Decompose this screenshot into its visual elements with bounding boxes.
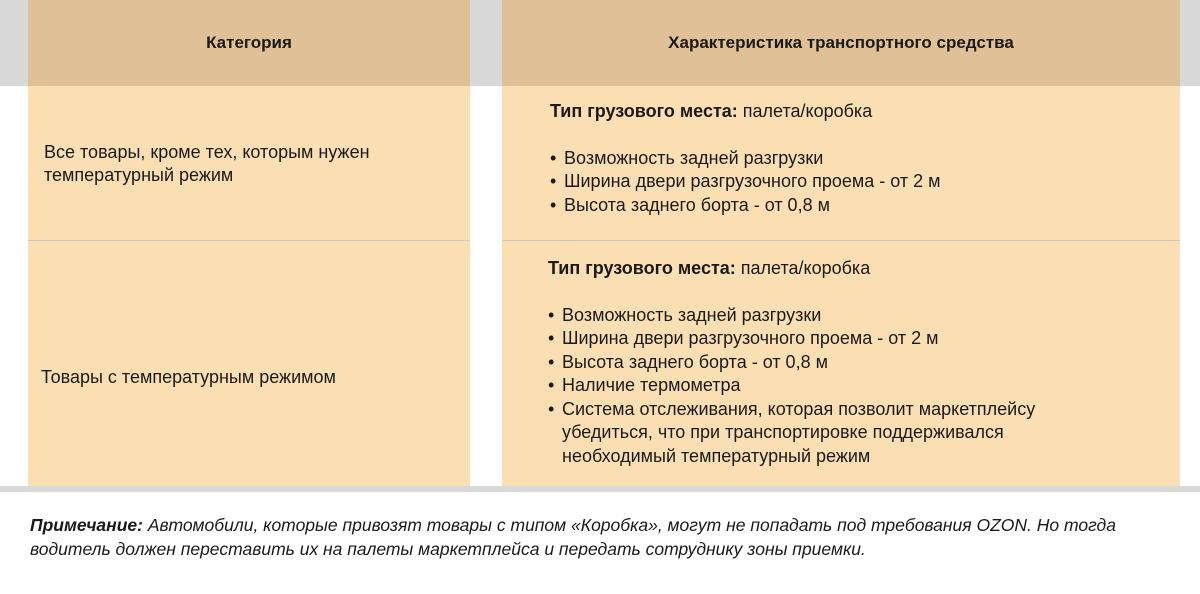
left-gray-band: [0, 0, 28, 86]
list-item: • Наличие термометра: [548, 374, 1148, 398]
header-characteristics: [502, 0, 1180, 86]
row2-cargo-label: Тип грузового места:: [548, 258, 736, 278]
footnote-text: Автомобили, которые привозят товары с типом «Коробка», могут не попадать под требования OZON. Но тогда водитель должен переставить их на палеты маркетплейса и передать сотруднику зоны приемки.: [30, 515, 1116, 559]
row1-category-text: Все товары, кроме тех, которым нужен температурный режим: [44, 142, 370, 185]
row1-cargo-value: палета/коробка: [737, 101, 873, 121]
header-category-label: Категория: [206, 33, 292, 52]
list-item: • Высота заднего борта - от 0,8 м: [550, 194, 1150, 218]
row1-cargo-label: Тип грузового места:: [550, 101, 738, 121]
list-item: • Система отслеживания, которая позволит маркетплейсу убедиться, что при транспортировке поддерживался необходимый температурный режим: [548, 398, 1122, 469]
list-item: • Высота заднего борта - от 0,8 м: [548, 351, 1148, 375]
list-item: • Возможность задней разгрузки: [548, 304, 1148, 328]
row2-category-text: Товары с температурным режимом: [41, 367, 336, 387]
row2-spec: [548, 257, 1148, 468]
footnote: [30, 513, 1180, 561]
list-item: • Возможность задней разгрузки: [550, 147, 1150, 171]
header-category: [28, 0, 470, 86]
row2-cargo-value: палета/коробка: [735, 258, 871, 278]
row2-cargo-line: [548, 257, 1148, 281]
right-gray-band: [1180, 0, 1200, 86]
row2-bullets: [548, 304, 1148, 469]
footnote-label: Примечание:: [30, 515, 143, 535]
row1-cargo-line: [550, 100, 1150, 124]
row1-spec: [550, 100, 1150, 217]
table-bottom-border: [0, 486, 1200, 492]
row1-bullets: [550, 147, 1150, 218]
middle-gray-band: [470, 0, 502, 86]
list-item: • Ширина двери разгрузочного проема - от 2 м: [550, 170, 1150, 194]
row2-category-cell: [28, 241, 470, 486]
header-characteristics-label: Характеристика транспортного средства: [668, 33, 1014, 52]
list-item: • Ширина двери разгрузочного проема - от 2 м: [548, 327, 1148, 351]
